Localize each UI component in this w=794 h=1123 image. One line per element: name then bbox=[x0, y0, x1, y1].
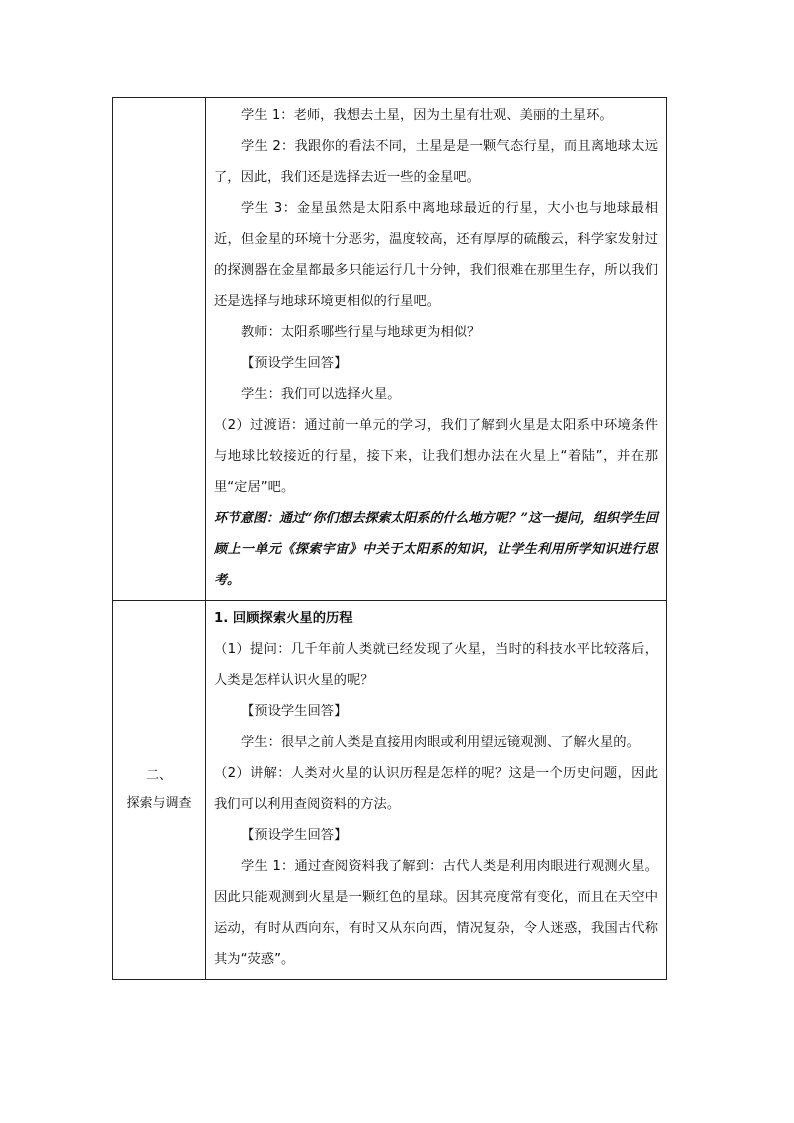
paragraph-intent: 环节意图：通过“你们想去探索太阳系的什么地方呢？”这一提问，组织学生回顾上一单元《探索宇宙》中关于太阳系的知识，让学生利用所学知识进行思考。 bbox=[214, 511, 658, 588]
paragraph-question: （1）提问：几千年前人类就已经发现了火星，当时的科技水平比较落后，人类是怎样认识火星的呢？ bbox=[214, 642, 658, 688]
row-label-title: 探索与调查 bbox=[126, 796, 192, 811]
dialogue-cell bbox=[206, 98, 667, 601]
paragraph-preset-answer: 【预设学生回答】 bbox=[241, 704, 348, 719]
row-label-explore bbox=[113, 601, 206, 980]
paragraph-student-answer: 学生：我们可以选择火星。 bbox=[241, 387, 401, 402]
paragraph-student1-answer: 学生 1：通过查阅资料我了解到：古代人类是利用肉眼进行观测火星。因此只能观测到火星是一颗红色的星球。因其亮度常有变化，而且在天空中运动，有时从西向东，有时又从东向西，情况复杂，令人迷惑，我国古代称其为“荧惑”。 bbox=[214, 859, 658, 967]
table-row-explore bbox=[113, 601, 667, 980]
row-label-empty bbox=[113, 98, 206, 601]
section-heading: 1. 回顾探索火星的历程 bbox=[214, 611, 353, 626]
paragraph-preset-answer-2: 【预设学生回答】 bbox=[241, 828, 348, 843]
lesson-plan-table bbox=[112, 97, 667, 980]
paragraph-student-answer: 学生：很早之前人类是直接用肉眼或利用望远镜观测、了解火星的。 bbox=[241, 735, 640, 750]
paragraph-student3: 学生 3：金星虽然是太阳系中离地球最近的行星，大小也与地球最相近，但金星的环境十分恶劣，温度较高，还有厚厚的硫酸云，科学家发射过的探测器在金星都最多只能运行几十分钟，我们很难在那里生存，所以我们还是选择与地球环境更相似的行星吧。 bbox=[214, 201, 658, 309]
paragraph-explanation: （2）讲解：人类对火星的认识历程是怎样的呢？这是一个历史问题，因此我们可以利用查阅资料的方法。 bbox=[214, 766, 658, 812]
paragraph-preset-answer: 【预设学生回答】 bbox=[241, 356, 348, 371]
paragraph-student1: 学生 1：老师，我想去土星，因为土星有壮观、美丽的土星环。 bbox=[241, 108, 613, 123]
explore-cell bbox=[206, 601, 667, 980]
paragraph-teacher-question: 教师：太阳系哪些行星与地球更为相似？ bbox=[241, 325, 481, 340]
row-label-number: 二、 bbox=[145, 768, 172, 783]
table-row-dialogue bbox=[113, 98, 667, 601]
paragraph-student2: 学生 2：我跟你的看法不同，土星是是一颗气态行星，而且离地球太远了，因此，我们还是选择去近一些的金星吧。 bbox=[214, 139, 658, 185]
paragraph-transition: （2）过渡语：通过前一单元的学习，我们了解到火星是太阳系中环境条件与地球比较接近的行星，接下来，让我们想办法在火星上“着陆”，并在那里“定居”吧。 bbox=[214, 418, 658, 495]
